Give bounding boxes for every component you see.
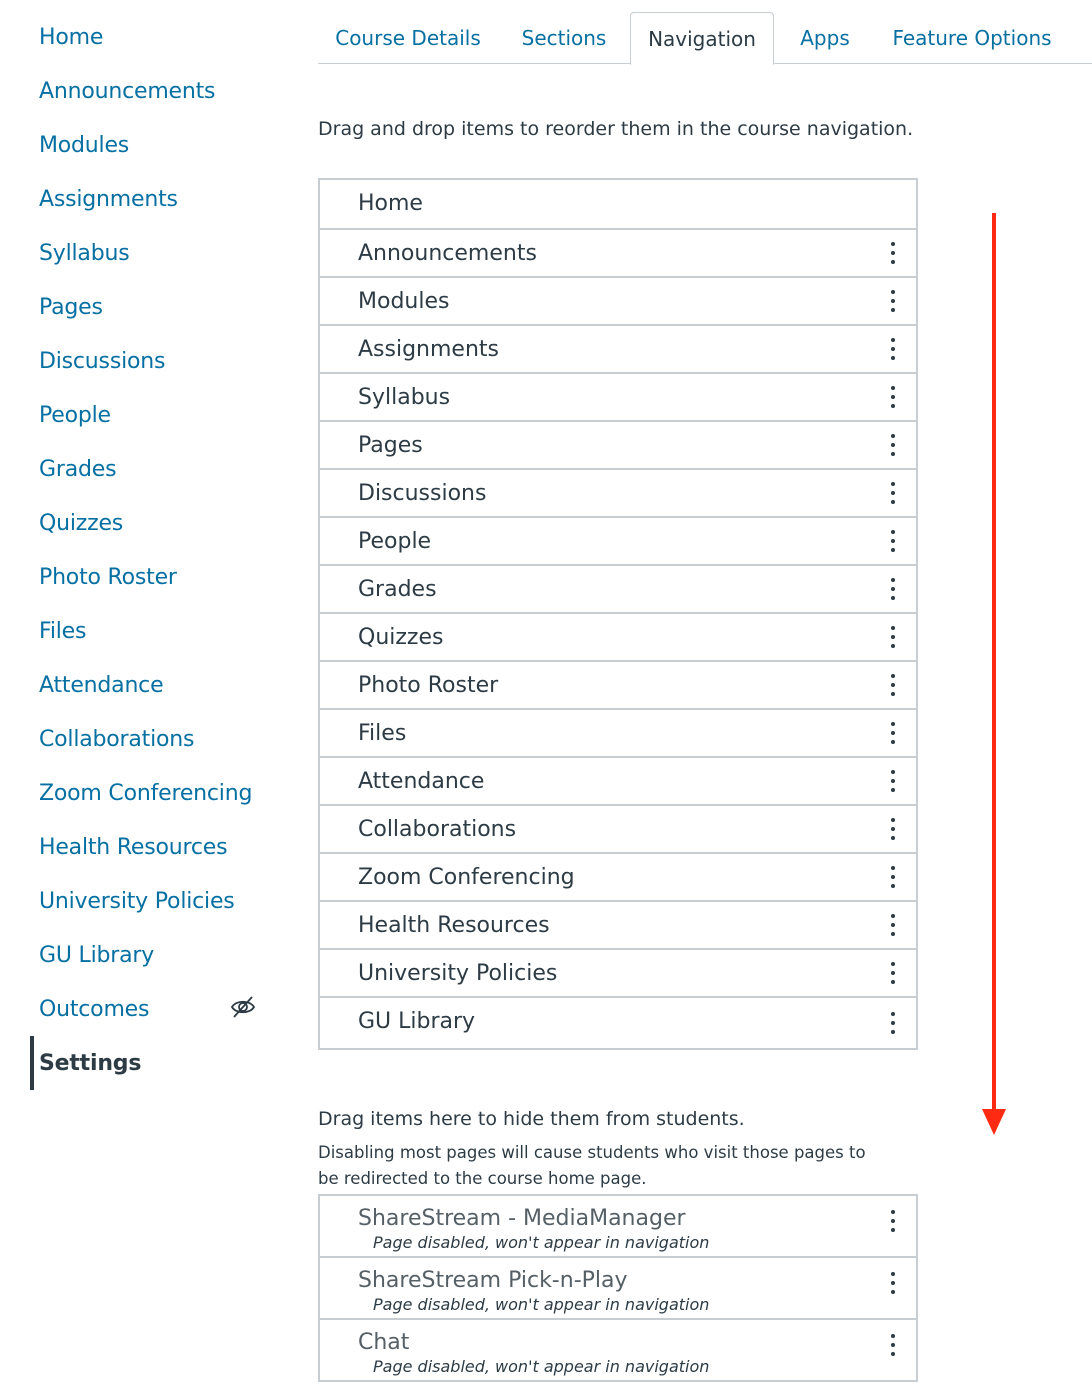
- kebab-menu-icon[interactable]: [888, 1332, 898, 1358]
- tab-course-details[interactable]: Course Details: [335, 26, 481, 50]
- disabled-row-status: Page disabled, won't appear in navigation: [373, 1233, 710, 1252]
- disabled-row-label: ShareStream - MediaManager: [358, 1206, 686, 1231]
- nav-row-label: Quizzes: [358, 625, 444, 650]
- course-nav-pages[interactable]: Pages: [39, 295, 103, 320]
- nav-row-assignments[interactable]: [320, 326, 916, 374]
- nav-row-syllabus[interactable]: [320, 374, 916, 422]
- course-nav-discussions[interactable]: Discussions: [39, 349, 166, 374]
- instructions-text: Drag and drop items to reorder them in the course navigation.: [318, 118, 914, 140]
- nav-row-announcements[interactable]: [320, 230, 916, 278]
- kebab-menu-icon[interactable]: [888, 672, 898, 698]
- kebab-menu-icon[interactable]: [888, 240, 898, 266]
- nav-row-health-resources[interactable]: [320, 902, 916, 950]
- nav-row-quizzes[interactable]: [320, 614, 916, 662]
- active-indicator: [30, 1036, 34, 1090]
- course-nav-people[interactable]: People: [39, 403, 111, 428]
- disabled-row-chat[interactable]: [320, 1320, 916, 1382]
- nav-row-label: Grades: [358, 577, 437, 602]
- course-nav-gu-library[interactable]: GU Library: [39, 943, 155, 968]
- course-nav-files[interactable]: Files: [39, 619, 87, 644]
- tab-apps[interactable]: Apps: [800, 26, 850, 50]
- tab-navigation[interactable]: Navigation: [630, 12, 774, 65]
- nav-row-grades[interactable]: [320, 566, 916, 614]
- nav-row-discussions[interactable]: [320, 470, 916, 518]
- nav-row-zoom-conferencing[interactable]: [320, 854, 916, 902]
- nav-row-home[interactable]: [320, 180, 916, 230]
- kebab-menu-icon[interactable]: [888, 1010, 898, 1036]
- course-nav-announcements[interactable]: Announcements: [39, 79, 216, 104]
- kebab-menu-icon[interactable]: [888, 624, 898, 650]
- nav-row-label: Pages: [358, 433, 423, 458]
- nav-row-attendance[interactable]: [320, 758, 916, 806]
- kebab-menu-icon[interactable]: [888, 768, 898, 794]
- nav-row-label: Zoom Conferencing: [358, 865, 575, 890]
- course-nav-syllabus[interactable]: Syllabus: [39, 241, 130, 266]
- kebab-menu-icon[interactable]: [888, 576, 898, 602]
- course-nav-settings[interactable]: Settings: [39, 1051, 142, 1076]
- nav-row-label: Assignments: [358, 337, 499, 362]
- nav-row-label: People: [358, 529, 432, 554]
- tab-feature-options[interactable]: Feature Options: [892, 26, 1052, 50]
- nav-row-label: Files: [358, 721, 407, 746]
- nav-row-label: University Policies: [358, 961, 558, 986]
- kebab-menu-icon[interactable]: [888, 336, 898, 362]
- eye-slash-icon[interactable]: [230, 994, 256, 1020]
- tab-sections[interactable]: Sections: [521, 26, 607, 50]
- kebab-menu-icon[interactable]: [888, 528, 898, 554]
- kebab-menu-icon[interactable]: [888, 1270, 898, 1296]
- nav-row-label: Discussions: [358, 481, 487, 506]
- nav-row-pages[interactable]: [320, 422, 916, 470]
- course-nav-zoom-conferencing[interactable]: Zoom Conferencing: [39, 781, 253, 806]
- kebab-menu-icon[interactable]: [888, 864, 898, 890]
- course-nav-university-policies[interactable]: University Policies: [39, 889, 235, 914]
- kebab-menu-icon[interactable]: [888, 480, 898, 506]
- nav-row-modules[interactable]: [320, 278, 916, 326]
- nav-row-label: Modules: [358, 289, 450, 314]
- course-nav-modules[interactable]: Modules: [39, 133, 130, 158]
- course-nav-grades[interactable]: Grades: [39, 457, 117, 482]
- kebab-menu-icon[interactable]: [888, 960, 898, 986]
- course-nav-attendance[interactable]: Attendance: [39, 673, 164, 698]
- nav-row-label: Attendance: [358, 769, 485, 794]
- hidden-section-note: Disabling most pages will cause students who visit those pages to be redirected to the course home page.: [318, 1143, 866, 1188]
- disabled-nav-list: [318, 1194, 918, 1382]
- course-nav-health-resources[interactable]: Health Resources: [39, 835, 228, 860]
- nav-row-label: Photo Roster: [358, 673, 499, 698]
- nav-row-university-policies[interactable]: [320, 950, 916, 998]
- nav-row-label: Collaborations: [358, 817, 517, 842]
- nav-row-collaborations[interactable]: [320, 806, 916, 854]
- nav-row-label: Home: [358, 191, 423, 216]
- nav-row-files[interactable]: [320, 710, 916, 758]
- enabled-nav-list: [318, 178, 918, 1050]
- hidden-section-title: Drag items here to hide them from students.: [318, 1108, 745, 1130]
- course-nav-photo-roster[interactable]: Photo Roster: [39, 565, 177, 590]
- disabled-row-label: ShareStream Pick-n-Play: [358, 1268, 628, 1293]
- drag-down-arrow-annotation: [975, 205, 1015, 1145]
- disabled-row-sharestream-pick-n-play[interactable]: [320, 1258, 916, 1320]
- course-nav-home[interactable]: Home: [39, 25, 104, 50]
- kebab-menu-icon[interactable]: [888, 432, 898, 458]
- nav-row-gu-library[interactable]: [320, 998, 916, 1050]
- course-nav-outcomes[interactable]: Outcomes: [39, 997, 150, 1022]
- disabled-row-sharestream-mediamanager[interactable]: [320, 1196, 916, 1258]
- kebab-menu-icon[interactable]: [888, 288, 898, 314]
- nav-row-label: Announcements: [358, 241, 537, 266]
- disabled-row-status: Page disabled, won't appear in navigation: [373, 1357, 710, 1376]
- kebab-menu-icon[interactable]: [888, 912, 898, 938]
- nav-row-label: Syllabus: [358, 385, 451, 410]
- kebab-menu-icon[interactable]: [888, 816, 898, 842]
- kebab-menu-icon[interactable]: [888, 1208, 898, 1234]
- disabled-row-label: Chat: [358, 1330, 410, 1355]
- kebab-menu-icon[interactable]: [888, 384, 898, 410]
- disabled-row-status: Page disabled, won't appear in navigation: [373, 1295, 710, 1314]
- nav-row-label: GU Library: [358, 1009, 476, 1034]
- course-nav-assignments[interactable]: Assignments: [39, 187, 178, 212]
- course-nav-collaborations[interactable]: Collaborations: [39, 727, 195, 752]
- nav-row-photo-roster[interactable]: [320, 662, 916, 710]
- course-nav-quizzes[interactable]: Quizzes: [39, 511, 124, 536]
- kebab-menu-icon[interactable]: [888, 720, 898, 746]
- nav-row-label: Health Resources: [358, 913, 550, 938]
- nav-row-people[interactable]: [320, 518, 916, 566]
